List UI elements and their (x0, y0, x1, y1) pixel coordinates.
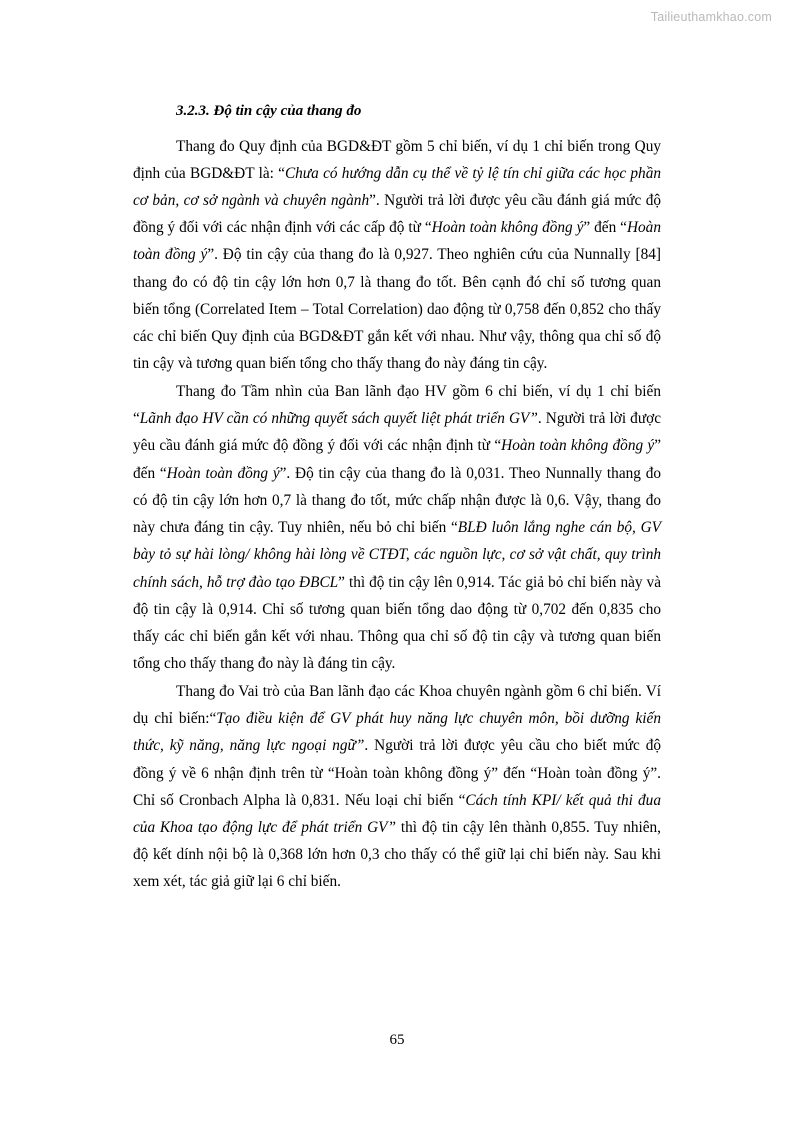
watermark-text: Tailieuthamkhao.com (650, 10, 772, 24)
text-run: Thang đo Vai trò của Ban lãnh đạo các Khoa chuyên ngành gồm 6 chỉ biến. Ví dụ chỉ biến:“ (133, 682, 661, 728)
quoted-italic-text: BLĐ luôn lắng nghe cán bộ, GV bày tỏ sự hài lòng/ không hài lòng về CTĐT, các nguồn lực, cơ sở vật chất, quy trình chính sách, hỗ trợ đào tạo ĐBCL (133, 519, 661, 591)
page-content (133, 100, 661, 896)
text-run: . Người trả lời được yêu cầu đánh giá mức độ đồng ý đối với các nhận định từ “ (133, 410, 661, 455)
text-run: . Người trả lời được yêu cầu cho biết mức độ đồng ý về 6 nhận định trên từ “Hoàn toàn không đồng ý” đến “Hoàn toàn đồng ý”. Chỉ số Cronbach Alpha là 0,831. Nếu loại chỉ biến “ (133, 737, 662, 809)
quoted-italic-text: Chưa có hướng dẫn cụ thể về tỷ lệ tín chỉ giữa các học phần cơ bản, cơ sở ngành và chuyên ngành (133, 164, 662, 209)
quoted-italic-text: Cách tính KPI/ kết quả thi đua của Khoa tạo động lực để phát triển GV” (133, 791, 661, 836)
quoted-italic-text: Lãnh đạo HV cần có những quyết sách quyết liệt phát triển GV” (139, 410, 538, 428)
text-run: ” thì độ tin cậy lên 0,914. Tác giả bỏ chỉ biến này và độ tin cậy là 0,914. Chỉ số tương quan biến tổng dao động từ 0,702 đến 0,835 cho thấy các chỉ biến gắn kết với nhau. Thông qua chỉ số độ tin cậy và tương quan biến tổng cho thấy thang đo này là đáng tin cậy. (133, 573, 661, 673)
quoted-italic-text: Tạo điều kiện để GV phát huy năng lực chuyên môn, bồi dưỡng kiến thức, kỹ năng, năng lực ngoại ngữ” (133, 710, 661, 755)
quoted-italic-text: Hoàn toàn đồng ý (133, 219, 661, 264)
text-run: Thang đo Tầm nhìn của Ban lãnh đạo HV gồm 6 chỉ biến, ví dụ 1 chỉ biến “ (133, 382, 661, 428)
quoted-italic-text: Hoàn toàn không đồng ý (501, 437, 655, 455)
paragraph (133, 133, 661, 378)
text-run: ”. Độ tin cậy của thang đo là 0,927. Theo nghiên cứu của Nunnally [84] thang đo có độ tin cậy lớn hơn 0,7 là thang đo tốt. Bên cạnh đó chỉ số tương quan biến tổng (Correlated Item – Total Correlation) dao động từ 0,758 đến 0,852 cho thấy các chỉ biến Quy định của BGD&ĐT gắn kết với nhau. Như vậy, thông qua chỉ số độ tin cậy và tương quan biến tổng cho thấy thang đo này đáng tin cậy. (133, 246, 661, 373)
page-number: 65 (389, 1032, 405, 1048)
text-run: ” đến “ (133, 437, 661, 482)
text-run: Thang đo Quy định của BGD&ĐT gồm 5 chỉ biến, ví dụ 1 chỉ biến trong Quy định của BGD&ĐT là: “ (133, 137, 661, 182)
page-title: 3.2.3. Độ tin cậy của thang đo (176, 103, 362, 119)
quoted-italic-text: Hoàn toàn không đồng ý (431, 219, 584, 237)
text-run: ” đến “ (583, 219, 627, 237)
text-run: ”. Người trả lời được yêu cầu đánh giá mức độ đồng ý đối với các nhận định với các cấp độ từ “ (133, 191, 661, 237)
paragraph (133, 678, 661, 896)
paragraph (133, 378, 661, 677)
body-text (133, 133, 661, 896)
text-run: ”. Độ tin cậy của thang đo là 0,031. Theo Nunnally thang đo có độ tin cậy lớn hơn 0,7 là thang đo tốt, mức chấp nhận được là 0,6. Vậy, thang đo này chưa đáng tin cậy. Tuy nhiên, nếu bỏ chỉ biến “ (133, 464, 661, 537)
text-run: thì độ tin cậy lên thành 0,855. Tuy nhiên, độ kết dính nội bộ là 0,368 lớn hơn 0,3 cho thấy có thể giữ lại chỉ biến này. Sau khi xem xét, tác giả giữ lại 6 chỉ biến. (133, 818, 661, 891)
quoted-italic-text: Hoàn toàn đồng ý (166, 464, 280, 482)
